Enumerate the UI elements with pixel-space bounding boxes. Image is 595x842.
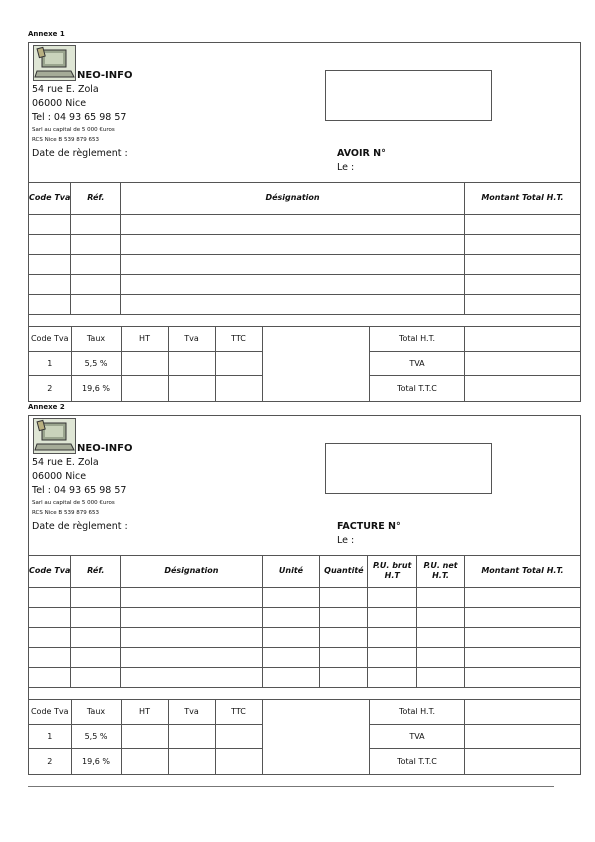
- spacer-row: [29, 315, 580, 327]
- vat-code: 2: [29, 749, 71, 774]
- total-ht-value[interactable]: [465, 327, 581, 352]
- total-ht-label: Total H.T.: [370, 327, 465, 352]
- invoice-form: [28, 415, 581, 775]
- table-row: [29, 587, 580, 607]
- tva-label: TVA: [370, 351, 465, 376]
- tva-value[interactable]: [465, 351, 581, 376]
- table-row: [29, 647, 580, 667]
- company-address: 54 rue E. Zola: [32, 84, 99, 95]
- vat-rate: 19,6 %: [71, 376, 121, 401]
- form-header: [29, 416, 580, 556]
- vat-header: HT: [121, 700, 168, 725]
- table-row: [29, 254, 580, 274]
- column-header: Désignation: [121, 556, 262, 587]
- company-address: 54 rue E. Zola: [32, 457, 99, 468]
- payment-date-label: Date de règlement :: [32, 148, 128, 159]
- company-name: NEO-INFO: [77, 70, 133, 81]
- summary-table: [369, 700, 580, 774]
- vat-header: Code Tva: [29, 700, 71, 725]
- vat-header: TTC: [215, 327, 262, 352]
- vat-header: Taux: [71, 327, 121, 352]
- table-row: [29, 627, 580, 647]
- column-header: Code Tva: [29, 183, 71, 214]
- vat-row: [29, 351, 262, 376]
- table-row: [29, 214, 580, 234]
- total-ttc-value[interactable]: [465, 376, 581, 401]
- total-ttc-label: Total T.T.C: [370, 376, 465, 401]
- document-date-label: Le :: [337, 162, 355, 173]
- table-row: [29, 667, 580, 687]
- computer-logo-icon: [33, 45, 76, 81]
- footer-divider: [28, 786, 554, 787]
- vat-header: Tva: [168, 700, 215, 725]
- column-header: Quantité: [320, 556, 368, 587]
- computer-logo-icon: [33, 418, 76, 454]
- totals-section: [29, 700, 580, 774]
- tva-label: TVA: [370, 724, 465, 749]
- column-header: Montant Total H.T.: [464, 556, 580, 587]
- column-header: Désignation: [121, 183, 465, 214]
- total-ht-label: Total H.T.: [370, 700, 465, 725]
- company-phone: Tel : 04 93 65 98 57: [32, 485, 127, 496]
- company-city: 06000 Nice: [32, 98, 87, 109]
- vat-header: Taux: [71, 700, 121, 725]
- vat-table: [29, 327, 263, 401]
- vat-header: HT: [121, 327, 168, 352]
- table-row: [29, 234, 580, 254]
- column-header: P.U. brut H.T: [368, 556, 417, 587]
- vat-code: 1: [29, 351, 71, 376]
- company-name: NEO-INFO: [77, 443, 133, 454]
- company-phone: Tel : 04 93 65 98 57: [32, 112, 127, 123]
- annex-label: Annexe 1: [28, 30, 65, 38]
- spacer-row: [29, 688, 580, 700]
- totals-section: [29, 327, 580, 401]
- total-ttc-label: Total T.T.C: [370, 749, 465, 774]
- column-header: Réf.: [71, 183, 121, 214]
- table-row: [29, 294, 580, 314]
- column-header: Réf.: [71, 556, 121, 587]
- vat-rate: 5,5 %: [71, 351, 121, 376]
- vat-row: [29, 724, 262, 749]
- credit-note-form: [28, 42, 581, 402]
- document-title: FACTURE N°: [337, 521, 401, 532]
- column-header: P.U. net H.T.: [417, 556, 465, 587]
- document-title: AVOIR N°: [337, 148, 386, 159]
- line-items-table: [29, 556, 580, 688]
- client-address-box[interactable]: [325, 443, 492, 494]
- form-header: [29, 43, 580, 183]
- tva-value[interactable]: [465, 724, 581, 749]
- vat-code: 2: [29, 376, 71, 401]
- column-header: Unité: [262, 556, 320, 587]
- document-date-label: Le :: [337, 535, 355, 546]
- company-capital: Sarl au capital de 5 000 €uros: [32, 127, 115, 133]
- vat-code: 1: [29, 724, 71, 749]
- vat-header: Code Tva: [29, 327, 71, 352]
- column-header: Montant Total H.T.: [464, 183, 580, 214]
- company-rcs: RCS Nice B 539 879 653: [32, 510, 99, 516]
- total-ttc-value[interactable]: [465, 749, 581, 774]
- vat-row: [29, 376, 262, 401]
- total-ht-value[interactable]: [465, 700, 581, 725]
- vat-table: [29, 700, 263, 774]
- table-row: [29, 607, 580, 627]
- vat-row: [29, 749, 262, 774]
- annex-label: Annexe 2: [28, 403, 65, 411]
- client-address-box[interactable]: [325, 70, 492, 121]
- vat-rate: 19,6 %: [71, 749, 121, 774]
- table-row: [29, 274, 580, 294]
- payment-date-label: Date de règlement :: [32, 521, 128, 532]
- company-city: 06000 Nice: [32, 471, 87, 482]
- line-items-table: [29, 183, 580, 315]
- company-rcs: RCS Nice B 539 879 653: [32, 137, 99, 143]
- vat-rate: 5,5 %: [71, 724, 121, 749]
- column-header: Code Tva: [29, 556, 71, 587]
- vat-header: TTC: [215, 700, 262, 725]
- vat-header: Tva: [168, 327, 215, 352]
- company-capital: Sarl au capital de 5 000 €uros: [32, 500, 115, 506]
- summary-table: [369, 327, 580, 401]
